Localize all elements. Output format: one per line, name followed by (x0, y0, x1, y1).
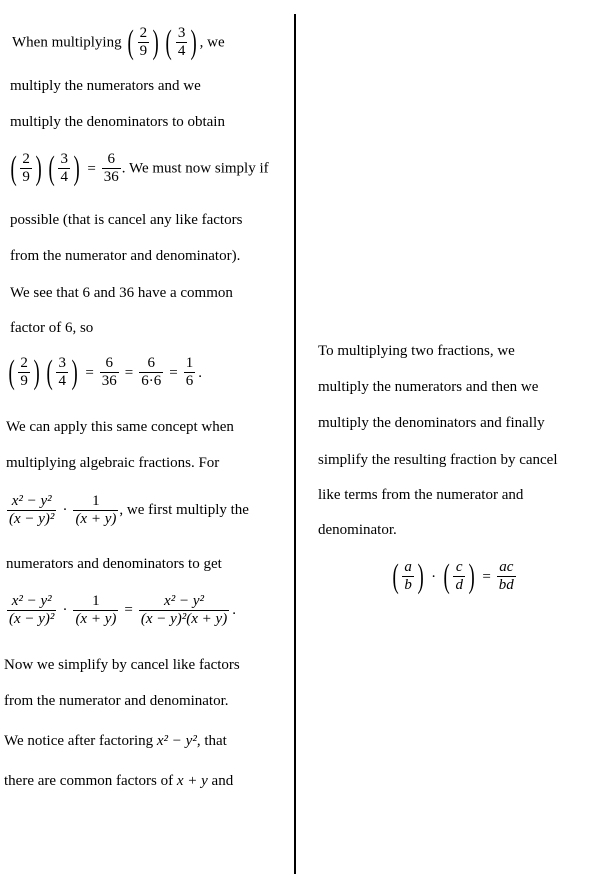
text: When multiplying (12, 34, 122, 51)
left-line-11: multiplying algebraic fractions. For (6, 455, 220, 471)
left-line-3: multiply the denominators to obtain (10, 114, 225, 130)
left-line-9 (6, 356, 202, 390)
left-line-18 (4, 774, 233, 789)
text: . We must now simply if (121, 160, 269, 177)
left-line-1 (12, 26, 225, 60)
left-line-7: We see that 6 and 36 have a common (10, 285, 233, 301)
left-line-13: numerators and denominators to get (6, 556, 222, 572)
right-line-4: simplify the resulting fraction by cancel (318, 452, 558, 468)
right-line-2: multiply the numerators and then we (318, 379, 539, 395)
text: , we first multiply the (119, 502, 249, 519)
left-line-8: factor of 6, so (10, 320, 94, 336)
math-inline: x² − y² (156, 733, 197, 749)
text: We notice after factoring (4, 733, 154, 749)
right-line-6: denominator. (318, 522, 397, 538)
left-line-14 (6, 594, 236, 628)
text: , that (196, 733, 227, 749)
right-line-5: like terms from the numerator and (318, 487, 524, 503)
left-line-15: Now we simplify by cancel like factors (4, 657, 240, 673)
text: there are common factors of (4, 773, 174, 789)
left-line-17 (4, 734, 227, 749)
right-line-3: multiply the denominators and finally (318, 415, 545, 431)
equation-2-9-3-4-6-36: ( $\frac{2}{9}$ ) ( $\frac{3}{4}$ ) = $\frac{6}{36}$ (10, 150, 119, 187)
algebraic-equation-combined: $\frac{\text{x² − y²}}{\text{(x − y)²}}$ · $\frac{1}{(x + y)}$ = $\frac{\text{x² − y²}}{\text{(x − y)²(x + y)}}$ . (9, 593, 236, 627)
right-formula (390, 560, 517, 594)
left-line-6: from the numerator and denominator). (10, 248, 241, 264)
general-product-formula: ( $\frac{a}{b}$ ) · ( $\frac{c}{d}$ ) = $\frac{ac}{bd}$ (392, 558, 514, 595)
column-divider (294, 14, 296, 874)
algebraic-fraction-product: $\frac{\text{x² − y²}}{\text{(x − y)²}}$ · $\frac{1}{(x + y)}$ (9, 493, 117, 527)
text: and (211, 773, 234, 789)
left-line-5: possible (that is cancel any like factors (10, 212, 243, 228)
left-line-4 (8, 152, 269, 186)
left-line-12 (6, 494, 249, 528)
right-line-1: To multiplying two fractions, we (318, 343, 515, 359)
left-line-10: We can apply this same concept when (6, 419, 234, 435)
left-line-2: multiply the numerators and we (10, 78, 201, 94)
fraction-product-2-9-3-4: ( $\frac{2}{9}$ ) ( $\frac{3}{4}$ ) (127, 24, 198, 61)
math-inline: x + y (176, 773, 208, 789)
equation-simplify-1-6: ( $\frac{2}{9}$ ) ( $\frac{3}{4}$ ) = $\frac{6}{36}$ = $\frac{6}{6\cdot 6}$ = $\frac{1}{6}$ . (8, 354, 202, 391)
text: , we (199, 34, 225, 51)
left-line-16: from the numerator and denominator. (4, 693, 229, 709)
